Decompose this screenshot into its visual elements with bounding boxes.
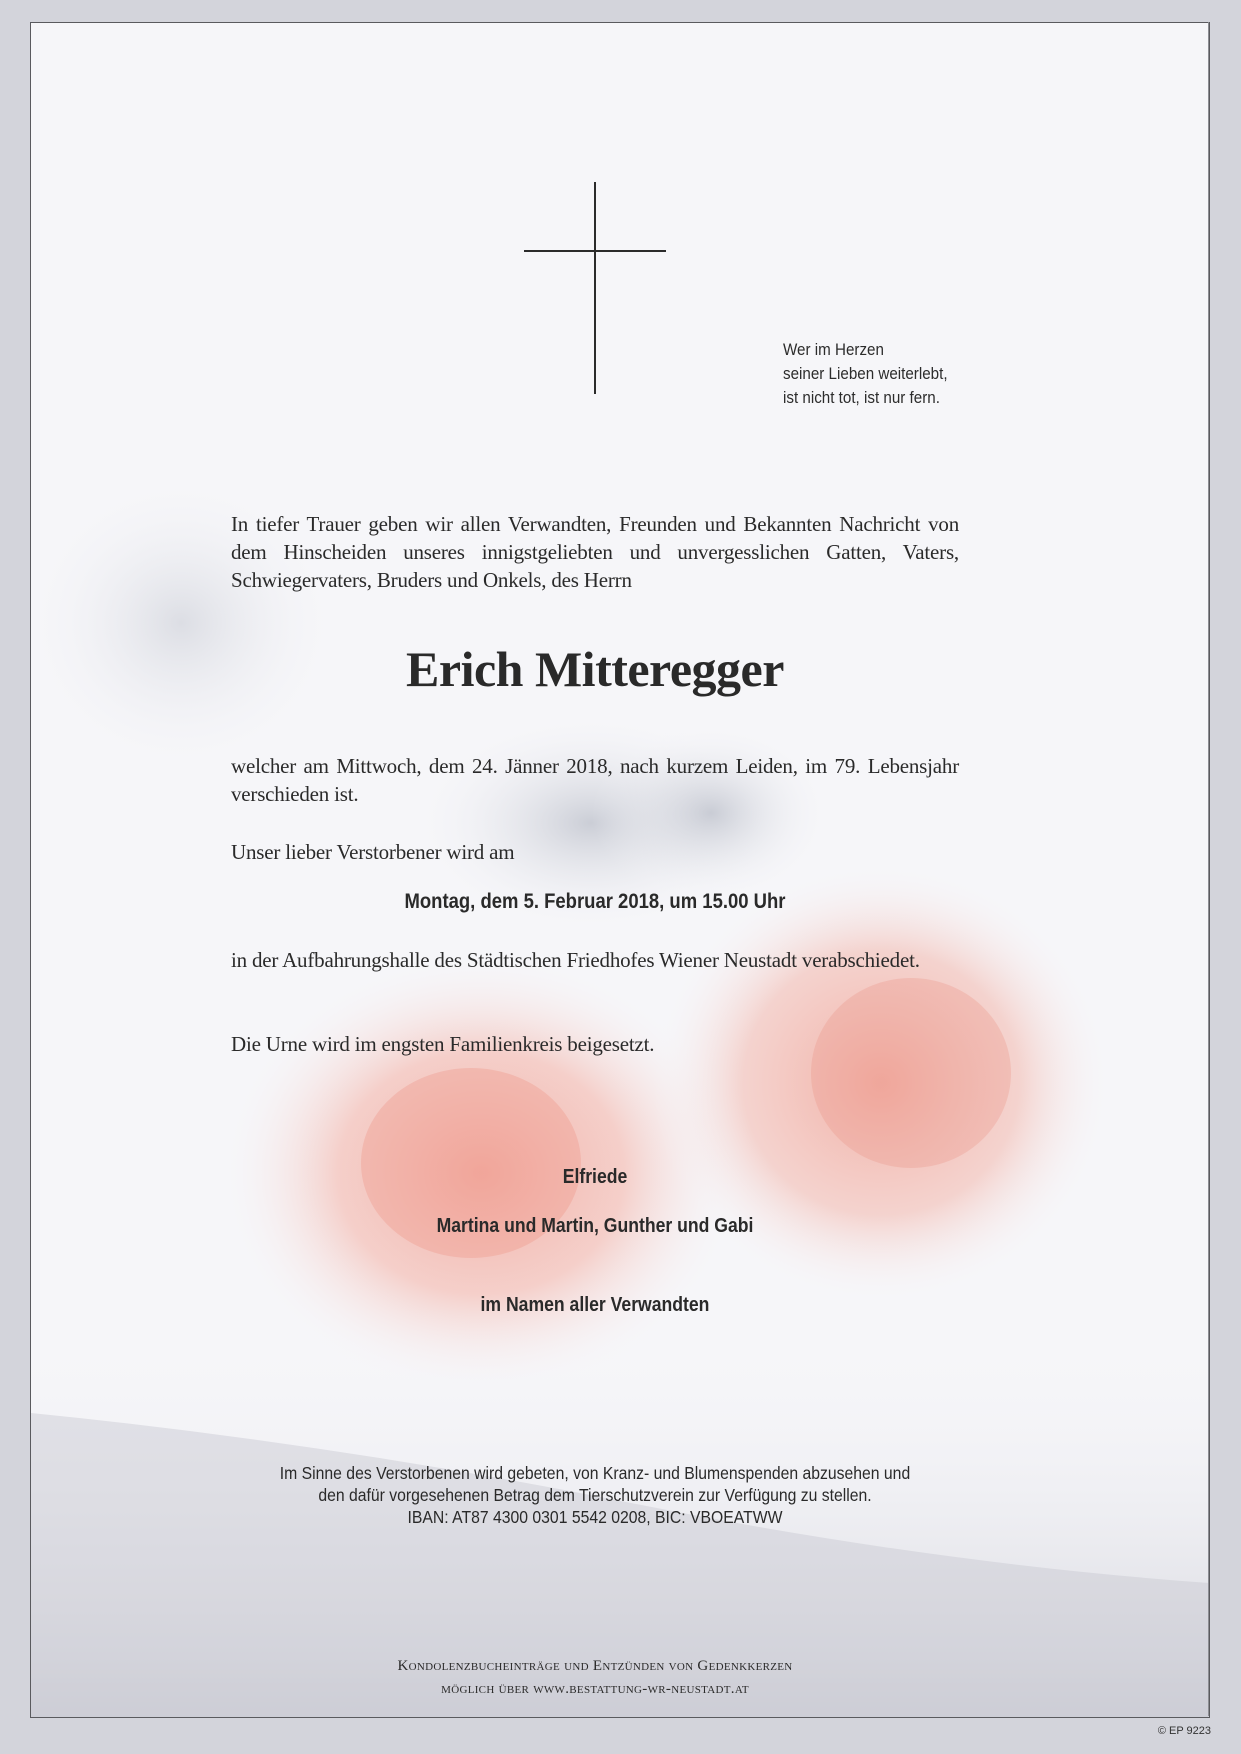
cross-icon-bar xyxy=(524,250,666,252)
footer-link[interactable]: möglich über www.bestattung-wr-neustadt.at xyxy=(441,1681,749,1697)
death-paragraph: welcher am Mittwoch, dem 24. Jänner 2018, nach kurzem Leiden, im 79. Lebensjahr verschieden ist. xyxy=(231,754,959,806)
deceased-name: Erich Mitteregger xyxy=(406,641,784,697)
document-code: © EP 9223 xyxy=(1157,1725,1211,1737)
footer-line: Kondolenzbucheinträge und Entzünden von Gedenkkerzen xyxy=(397,1658,793,1674)
donation-line: Im Sinne des Verstorbenen wird gebeten, von Kranz- und Blumenspenden abzusehen und xyxy=(279,1463,911,1483)
motto-line: Wer im Herzen xyxy=(783,341,884,359)
motto xyxy=(783,338,1004,410)
intro-paragraph: In tiefer Trauer geben wir allen Verwandten, Freunden und Bekannten Nachricht von dem Hinscheiden unseres innigstgeliebten und unvergesslichen Gatten, Vaters, Schwiegervaters, Bruders und Onkels, des Herrn xyxy=(231,512,959,592)
signatory: Martina und Martin, Gunther und Gabi xyxy=(436,1215,754,1237)
farewell-place: in der Aufbahrungshalle des Städtischen Friedhofes Wiener Neustadt verabschiedet. xyxy=(231,948,920,972)
page-edge xyxy=(1208,22,1209,1716)
donation-iban: IBAN: AT87 4300 0301 5542 0208, BIC: VBOEATWW xyxy=(407,1507,783,1527)
motto-line: seiner Lieben weiterlebt, xyxy=(783,365,948,383)
signatory: Elfriede xyxy=(562,1166,628,1188)
motto-line: ist nicht tot, ist nur fern. xyxy=(783,389,940,407)
farewell-intro: Unser lieber Verstorbener wird am xyxy=(231,840,515,864)
cross-icon xyxy=(594,182,596,394)
signatory: im Namen aller Verwandten xyxy=(480,1294,710,1316)
farewell-date: Montag, dem 5. Februar 2018, um 15.00 Uhr xyxy=(404,890,786,913)
condolence-footer xyxy=(231,1655,959,1701)
urn-paragraph: Die Urne wird im engsten Familienkreis beigesetzt. xyxy=(231,1032,655,1056)
donation-line: den dafür vorgesehenen Betrag dem Tierschutzverein zur Verfügung zu stellen. xyxy=(318,1485,872,1505)
donation-note xyxy=(267,1462,922,1528)
